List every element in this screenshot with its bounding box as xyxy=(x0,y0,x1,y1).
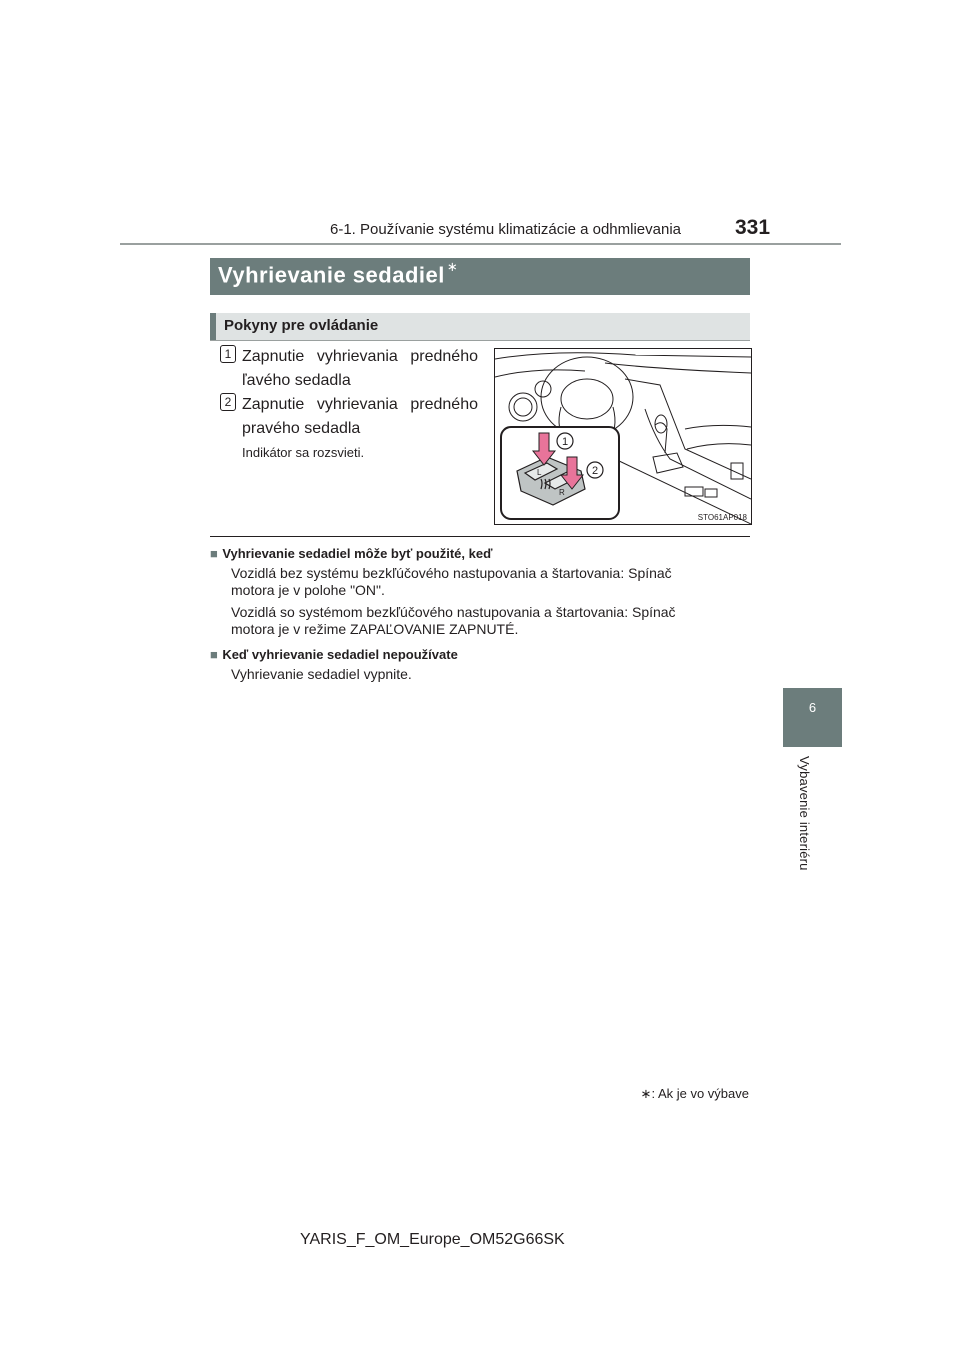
item-note: Indikátor sa rozsvieti. xyxy=(242,445,365,460)
note-paragraph: Vyhrievanie sedadiel vypnite. xyxy=(231,666,412,682)
note-block xyxy=(210,545,750,563)
square-bullet-icon: ■ xyxy=(210,546,218,561)
content-divider xyxy=(210,536,750,537)
note-block xyxy=(210,646,750,664)
chapter-tab xyxy=(783,688,842,747)
chapter-title: 6-1. Používanie systému klimatizácie a odhmlievania xyxy=(330,221,681,238)
document-id: YARIS_F_OM_Europe_OM52G66SK xyxy=(300,1231,565,1248)
dashboard-drawing xyxy=(495,349,751,524)
square-bullet-icon: ■ xyxy=(210,647,218,662)
subsection-accent xyxy=(210,313,216,340)
note-heading xyxy=(210,545,750,563)
switch-label-right: R xyxy=(559,488,565,497)
optional-equipment-marker: ∗ xyxy=(446,259,459,274)
item-text: Zapnutie vyhrievania predného ľavého sedadla xyxy=(242,348,478,389)
note-paragraph: Vozidlá bez systému bezkľúčového nastupovania a štartovania: Spínač motora je v polohe "ON". xyxy=(231,565,672,598)
seat-heater-illustration xyxy=(494,348,752,525)
callout-number: 2 xyxy=(591,465,599,477)
note-heading xyxy=(210,646,750,664)
footnote-text: : Ak je vo výbave xyxy=(651,1086,749,1101)
section-title-text: Vyhrievanie sedadiel xyxy=(218,262,445,288)
note-heading-text: Vyhrievanie sedadiel môže byť použité, keď xyxy=(222,546,493,561)
subsection-divider xyxy=(210,340,750,341)
item-number-badge: 1 xyxy=(220,345,236,363)
note-paragraph: Vozidlá so systémom bezkľúčového nastupovania a štartovania: Spínač motora je v režime ZAPAĽOVANIE ZAPNUTÉ. xyxy=(231,604,676,637)
footnote-marker: ∗ xyxy=(640,1086,652,1101)
footnote xyxy=(600,1086,749,1102)
figure-code: STO61AP018 xyxy=(697,513,747,522)
header-divider xyxy=(120,243,841,245)
note-heading-text: Keď vyhrievanie sedadiel nepoužívate xyxy=(222,647,458,662)
switch-label-left: L xyxy=(537,468,542,477)
section-title xyxy=(218,259,459,288)
item-number-badge: 2 xyxy=(220,393,236,411)
subsection-title: Pokyny pre ovládanie xyxy=(224,317,379,334)
callout-number: 1 xyxy=(561,436,569,448)
chapter-tab-label: Vybavenie interiéru xyxy=(797,756,812,871)
item-text: Zapnutie vyhrievania predného pravého sedadla xyxy=(242,396,478,437)
chapter-tab-number: 6 xyxy=(808,700,817,715)
page-number: 331 xyxy=(735,216,771,239)
